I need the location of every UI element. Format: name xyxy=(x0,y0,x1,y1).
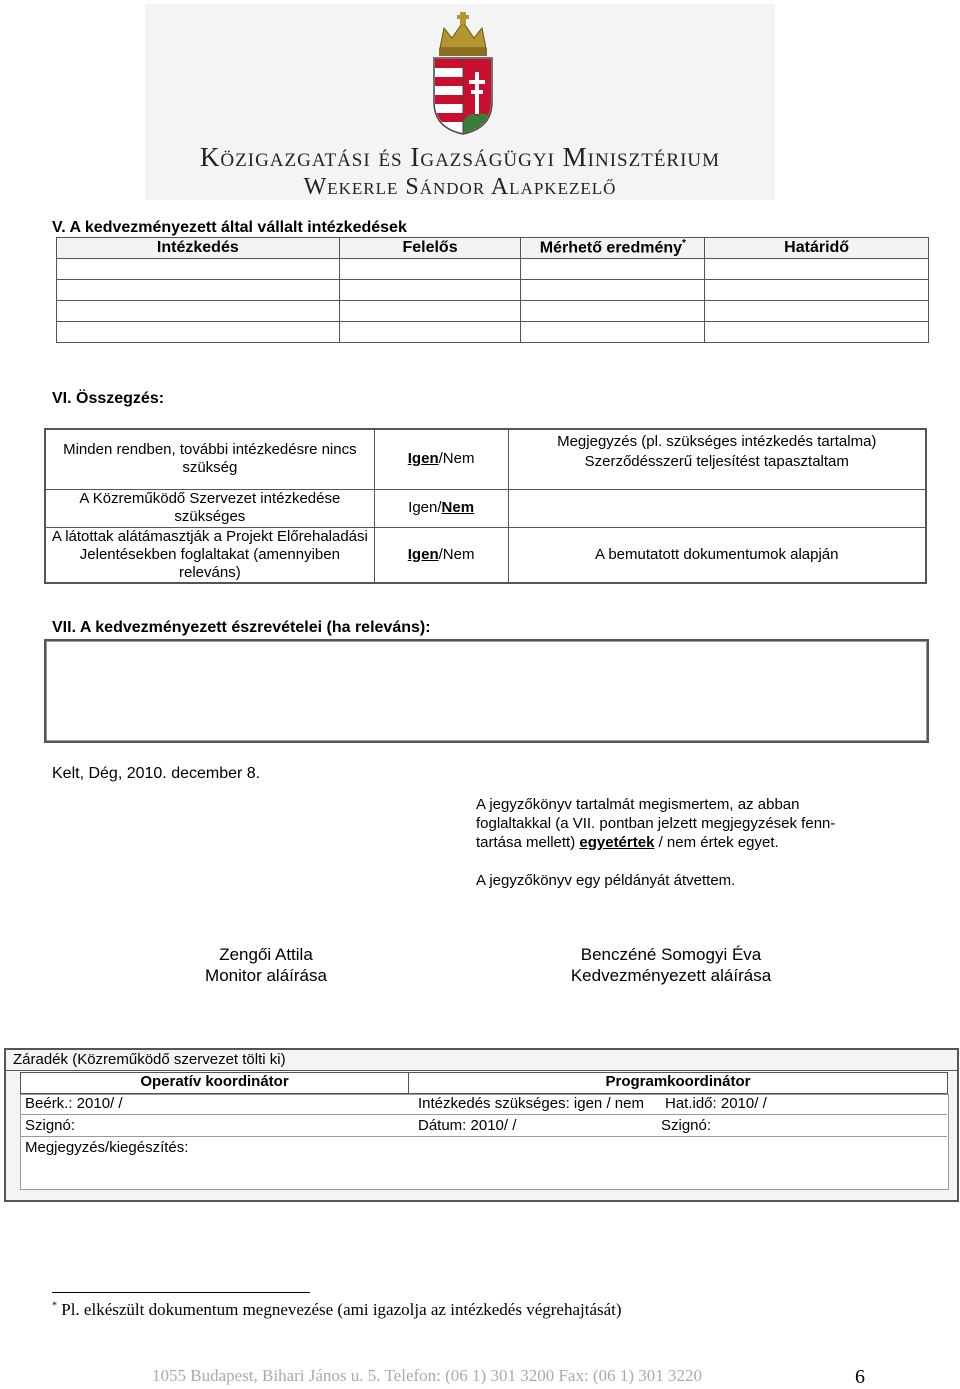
note-header: Megjegyzés (pl. szükséges intézkedés tartalma) xyxy=(508,429,926,453)
summary-note[interactable]: Szerződésszerű teljesítést tapasztaltam xyxy=(508,453,926,489)
closing-title: Záradék (Közreműködő szervezet tölti ki) xyxy=(13,1051,286,1068)
summary-label: Minden rendben, további intézkedésre nincs szükség xyxy=(45,429,374,489)
table-row xyxy=(57,322,929,343)
agree-option[interactable]: egyetértek xyxy=(579,834,655,851)
table-cell[interactable] xyxy=(705,259,929,280)
measures-table xyxy=(56,237,929,343)
no-option[interactable]: Nem xyxy=(441,499,475,516)
summary-header-row xyxy=(45,429,926,453)
table-cell[interactable] xyxy=(705,322,929,343)
yes-no-choice[interactable] xyxy=(374,429,508,489)
footnote-mark: * xyxy=(682,238,686,250)
table-cell[interactable] xyxy=(339,322,521,343)
summary-note[interactable]: A bemutatott dokumentumok alapján xyxy=(508,527,926,583)
divider xyxy=(6,1070,957,1071)
signo-right-field[interactable]: Szignó: xyxy=(661,1117,712,1134)
table-cell[interactable] xyxy=(521,322,705,343)
summary-label: A látottak alátámasztják a Projekt Előrehaladási Jelentésekben foglaltakat (amennyiben releváns) xyxy=(45,527,374,583)
ministry-logo xyxy=(145,4,775,200)
disagree-option[interactable]: / nem értek egyet. xyxy=(658,834,779,851)
remarks-field[interactable]: Megjegyzés/kiegészítés: xyxy=(25,1139,189,1156)
column-header xyxy=(521,238,705,259)
beneficiary-signature xyxy=(546,944,796,986)
signo-left-field[interactable]: Szignó: xyxy=(25,1117,76,1134)
no-option[interactable]: Nem xyxy=(442,450,475,468)
statement-text: tartása mellett) xyxy=(476,834,576,851)
ministry-line2: Wekerle Sándor Alapkezelő xyxy=(303,174,617,200)
closing-clause-box xyxy=(4,1048,959,1202)
column-header-text: Mérhető eredmény xyxy=(539,239,683,257)
yes-no-choice[interactable] xyxy=(374,489,508,527)
summary-row xyxy=(45,489,926,527)
column-header: Intézkedés xyxy=(57,238,340,259)
separator: / xyxy=(437,499,442,516)
yes-no-choice[interactable] xyxy=(374,527,508,583)
table-cell[interactable] xyxy=(57,322,340,343)
table-cell[interactable] xyxy=(339,259,521,280)
coat-of-arms-icon xyxy=(430,10,496,136)
section6-title: VI. Összegzés: xyxy=(52,390,165,407)
table-cell[interactable] xyxy=(705,301,929,322)
comments-box[interactable] xyxy=(44,639,929,743)
place-date: Kelt, Dég, 2010. december 8. xyxy=(52,765,261,782)
received-field[interactable]: Beérk.: 2010/ / xyxy=(25,1095,123,1112)
divider xyxy=(20,1114,947,1115)
table-header-row xyxy=(57,238,929,259)
table-cell[interactable] xyxy=(339,280,521,301)
beneficiary-name: Benczéné Somogyi Éva xyxy=(580,945,762,964)
page-number: 6 xyxy=(855,1366,865,1388)
yes-option[interactable]: Igen xyxy=(408,499,438,516)
statement-line xyxy=(476,833,876,852)
section7-title: VII. A kedvezményezett észrevételei (ha releváns): xyxy=(52,619,431,636)
receipt-line: A jegyzőkönyv egy példányát átvettem. xyxy=(476,872,736,889)
separator: / xyxy=(438,545,443,563)
column-header: Felelős xyxy=(339,238,521,259)
footnote-mark: * xyxy=(52,1300,57,1312)
table-cell[interactable] xyxy=(57,301,340,322)
table-cell[interactable] xyxy=(705,280,929,301)
statement-line: A jegyzőkönyv tartalmát megismertem, az abban xyxy=(476,796,800,813)
ministry-line1: Közigazgatási és Igazságügyi Minisztérium xyxy=(199,142,721,172)
separator: / xyxy=(438,450,443,468)
date-field[interactable]: Dátum: 2010/ / xyxy=(418,1117,517,1134)
table-cell[interactable] xyxy=(57,280,340,301)
deadline-field[interactable]: Hat.idő: 2010/ / xyxy=(665,1095,767,1112)
statement-line: foglaltakkal (a VII. pontban jelzett megjegyzések fenn- xyxy=(476,815,836,832)
footnote-text: Pl. elkészült dokumentum megnevezése (ami igazolja az intézkedés végrehajtását) xyxy=(61,1300,622,1319)
summary-label: A Közreműködő Szervezet intézkedése szükséges xyxy=(45,489,374,527)
table-row xyxy=(57,280,929,301)
action-needed-field[interactable]: Intézkedés szükséges: igen / nem xyxy=(418,1095,644,1112)
divider xyxy=(20,1136,947,1137)
acknowledgement-statement xyxy=(476,795,876,890)
monitor-name: Zengői Attila xyxy=(219,945,313,964)
table-row xyxy=(57,301,929,322)
program-coordinator-header: Programkoordinátor xyxy=(408,1072,948,1094)
column-header: Határidő xyxy=(705,238,929,259)
table-cell[interactable] xyxy=(521,280,705,301)
footnote-rule xyxy=(52,1292,310,1293)
summary-note[interactable] xyxy=(508,489,926,527)
section5-title: V. A kedvezményezett által vállalt intézkedések xyxy=(52,219,407,236)
yes-option[interactable]: Igen xyxy=(407,450,439,468)
operative-coordinator-header: Operatív koordinátor xyxy=(20,1072,409,1094)
yes-option[interactable]: Igen xyxy=(407,545,439,563)
monitor-signature xyxy=(166,944,366,986)
beneficiary-role: Kedvezményezett aláírása xyxy=(570,966,772,985)
ministry-name xyxy=(145,142,775,202)
table-cell[interactable] xyxy=(521,259,705,280)
footer-address: 1055 Budapest, Bihari János u. 5. Telefon: (06 1) 301 3200 Fax: (06 1) 301 3220 xyxy=(152,1366,702,1385)
summary-table xyxy=(44,428,927,584)
table-cell[interactable] xyxy=(339,301,521,322)
monitor-role: Monitor aláírása xyxy=(205,966,327,985)
table-cell[interactable] xyxy=(57,259,340,280)
footnote xyxy=(52,1300,622,1320)
table-row xyxy=(57,259,929,280)
summary-row xyxy=(45,527,926,583)
table-cell[interactable] xyxy=(521,301,705,322)
no-option[interactable]: Nem xyxy=(442,545,475,563)
